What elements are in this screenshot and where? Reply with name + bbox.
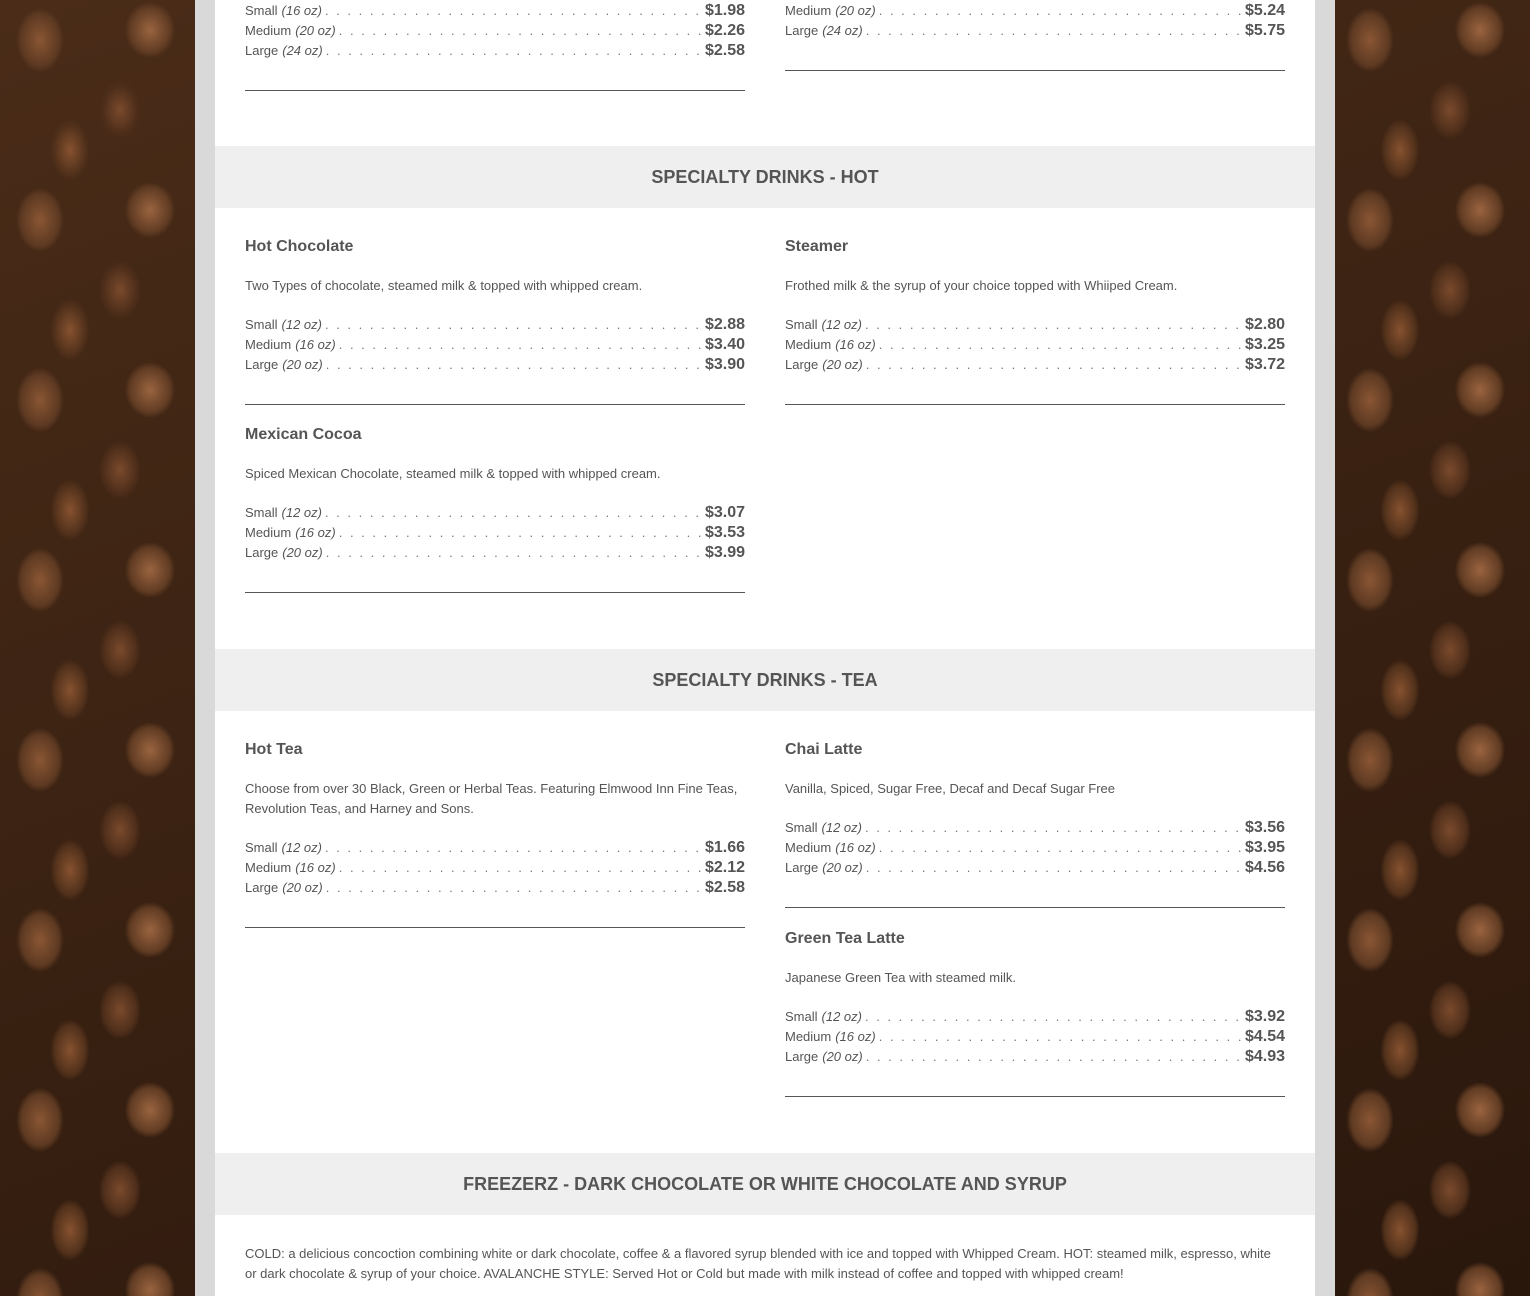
size-ounces: (20 oz) xyxy=(282,880,323,895)
item-name: Mexican Cocoa xyxy=(245,426,362,443)
size-label: Large xyxy=(785,1049,819,1064)
dot-leader xyxy=(326,543,704,563)
dot-leader xyxy=(326,355,704,375)
menu-panel xyxy=(215,0,1315,1296)
menu-item-mexican-cocoa xyxy=(245,425,745,593)
price: $2.26 xyxy=(704,22,745,39)
size-row xyxy=(245,21,745,41)
size-list xyxy=(245,315,745,375)
dot-leader xyxy=(865,315,1244,335)
price: $1.66 xyxy=(704,839,745,856)
size-row xyxy=(245,523,745,543)
item-divider xyxy=(245,592,745,593)
section-description: COLD: a delicious concoction combining white or dark chocolate, coffee & a flavored syrup blended with ice and topped with Whipped Cream. HOT: steamed milk, espresso, white or dark chocolate & syrup of your choice. AVALANCHE STYLE: Served Hot or Cold but made with milk instead of coffee and topped with whipped cream! xyxy=(245,1246,1271,1281)
item-divider xyxy=(245,404,745,405)
dot-leader xyxy=(325,1,704,21)
price: $4.93 xyxy=(1244,1048,1285,1065)
size-row xyxy=(245,543,745,563)
price: $2.58 xyxy=(704,879,745,896)
menu-item-steamer xyxy=(785,237,1285,405)
size-row xyxy=(245,503,745,523)
price: $5.75 xyxy=(1244,22,1285,39)
menu-item-coffee-right xyxy=(785,1,1285,71)
price: $2.88 xyxy=(704,316,745,333)
size-label: Small xyxy=(245,317,278,332)
dot-leader xyxy=(325,838,704,858)
dot-leader xyxy=(879,335,1244,355)
dot-leader xyxy=(865,818,1244,838)
dot-leader xyxy=(866,21,1244,41)
size-label: Small xyxy=(245,3,278,18)
price: $3.72 xyxy=(1244,356,1285,373)
size-label: Large xyxy=(245,357,279,372)
item-name: Hot Tea xyxy=(245,741,303,758)
size-row xyxy=(785,858,1285,878)
size-ounces: (12 oz) xyxy=(281,840,322,855)
price: $4.54 xyxy=(1244,1028,1285,1045)
size-row xyxy=(245,1,745,21)
price: $2.80 xyxy=(1244,316,1285,333)
dot-leader xyxy=(866,1047,1244,1067)
price: $1.98 xyxy=(704,2,745,19)
size-ounces: (16 oz) xyxy=(281,3,322,18)
dot-leader xyxy=(326,878,704,898)
size-ounces: (12 oz) xyxy=(281,317,322,332)
price: $3.25 xyxy=(1244,336,1285,353)
size-label: Large xyxy=(785,23,819,38)
menu-item-green-tea-latte xyxy=(785,929,1285,1097)
size-row xyxy=(785,1047,1285,1067)
size-ounces: (20 oz) xyxy=(295,23,336,38)
size-label: Small xyxy=(785,820,818,835)
dot-leader xyxy=(339,523,704,543)
size-row xyxy=(245,355,745,375)
item-divider xyxy=(785,1096,1285,1097)
price: $3.99 xyxy=(704,544,745,561)
size-row xyxy=(245,315,745,335)
size-row xyxy=(245,838,745,858)
size-ounces: (16 oz) xyxy=(835,1029,876,1044)
size-row xyxy=(245,878,745,898)
size-ounces: (20 oz) xyxy=(282,545,323,560)
size-ounces: (12 oz) xyxy=(821,317,862,332)
dot-leader xyxy=(865,1007,1244,1027)
price: $3.40 xyxy=(704,336,745,353)
item-divider xyxy=(785,70,1285,71)
price: $2.58 xyxy=(704,42,745,59)
size-label: Medium xyxy=(245,860,292,875)
size-row xyxy=(785,818,1285,838)
size-ounces: (24 oz) xyxy=(822,23,863,38)
section-header-freezerz: FREEZERZ - DARK CHOCOLATE OR WHITE CHOCOLATE AND SYRUP xyxy=(215,1153,1315,1215)
size-ounces: (20 oz) xyxy=(822,1049,863,1064)
item-description: Vanilla, Spiced, Sugar Free, Decaf and Decaf Sugar Free xyxy=(785,781,1115,796)
size-label: Large xyxy=(785,860,819,875)
size-row xyxy=(245,335,745,355)
menu-item-hot-tea xyxy=(245,740,745,928)
price: $3.53 xyxy=(704,524,745,541)
size-label: Small xyxy=(245,505,278,520)
size-row xyxy=(785,335,1285,355)
size-list xyxy=(785,1,1285,41)
size-list xyxy=(245,1,745,61)
dot-leader xyxy=(326,41,704,61)
size-ounces: (20 oz) xyxy=(835,3,876,18)
dot-leader xyxy=(879,838,1244,858)
size-row xyxy=(785,21,1285,41)
size-ounces: (16 oz) xyxy=(835,840,876,855)
size-row xyxy=(785,838,1285,858)
item-divider xyxy=(245,90,745,91)
size-ounces: (20 oz) xyxy=(822,357,863,372)
size-label: Medium xyxy=(785,3,832,18)
size-ounces: (12 oz) xyxy=(821,820,862,835)
item-name: Chai Latte xyxy=(785,741,863,758)
item-name: Steamer xyxy=(785,238,849,255)
price: $2.12 xyxy=(704,859,745,876)
dot-leader xyxy=(879,1027,1244,1047)
dot-leader xyxy=(866,355,1244,375)
price: $3.07 xyxy=(704,504,745,521)
size-ounces: (16 oz) xyxy=(835,337,876,352)
item-divider xyxy=(785,404,1285,405)
size-ounces: (20 oz) xyxy=(282,357,323,372)
section-header-tea: SPECIALTY DRINKS - TEA xyxy=(215,649,1315,711)
size-ounces: (20 oz) xyxy=(822,860,863,875)
size-label: Small xyxy=(245,840,278,855)
dot-leader xyxy=(325,503,704,523)
size-list xyxy=(785,1007,1285,1067)
size-ounces: (12 oz) xyxy=(821,1009,862,1024)
size-list xyxy=(785,818,1285,878)
item-description: Spiced Mexican Chocolate, steamed milk & topped with whipped cream. xyxy=(245,466,661,481)
item-description: Two Types of chocolate, steamed milk & topped with whipped cream. xyxy=(245,278,643,293)
size-row xyxy=(245,41,745,61)
price: $5.24 xyxy=(1244,2,1285,19)
dot-leader xyxy=(339,335,704,355)
size-label: Medium xyxy=(245,525,292,540)
size-row xyxy=(785,315,1285,335)
size-label: Small xyxy=(785,1009,818,1024)
size-ounces: (24 oz) xyxy=(282,43,323,58)
size-label: Medium xyxy=(785,840,832,855)
size-list xyxy=(245,503,745,563)
size-label: Medium xyxy=(245,337,292,352)
item-description: Frothed milk & the syrup of your choice topped with Whiiped Cream. xyxy=(785,278,1178,293)
size-label: Large xyxy=(245,545,279,560)
price: $4.56 xyxy=(1244,859,1285,876)
item-divider xyxy=(785,907,1285,908)
size-label: Small xyxy=(785,317,818,332)
dot-leader xyxy=(339,21,704,41)
size-row xyxy=(785,1007,1285,1027)
size-label: Large xyxy=(785,357,819,372)
item-name: Green Tea Latte xyxy=(785,930,905,947)
item-name: Hot Chocolate xyxy=(245,238,354,255)
size-ounces: (16 oz) xyxy=(295,525,336,540)
menu-item-coffee-left xyxy=(245,1,745,91)
price: $3.56 xyxy=(1244,819,1285,836)
item-description: Japanese Green Tea with steamed milk. xyxy=(785,970,1016,985)
size-label: Large xyxy=(245,43,279,58)
dot-leader xyxy=(866,858,1244,878)
size-row xyxy=(785,1027,1285,1047)
dot-leader xyxy=(339,858,704,878)
size-row xyxy=(785,355,1285,375)
size-label: Medium xyxy=(785,1029,832,1044)
size-ounces: (16 oz) xyxy=(295,337,336,352)
size-label: Medium xyxy=(245,23,292,38)
menu-item-chai-latte xyxy=(785,740,1285,908)
price: $3.92 xyxy=(1244,1008,1285,1025)
dot-leader xyxy=(325,315,704,335)
size-ounces: (16 oz) xyxy=(295,860,336,875)
item-description: Choose from over 30 Black, Green or Herbal Teas. Featuring Elmwood Inn Fine Teas, Revolution Teas, and Harney and Sons. xyxy=(245,781,738,816)
size-label: Medium xyxy=(785,337,832,352)
size-label: Large xyxy=(245,880,279,895)
dot-leader xyxy=(879,1,1244,21)
size-row xyxy=(245,858,745,878)
size-ounces: (12 oz) xyxy=(281,505,322,520)
size-list xyxy=(785,315,1285,375)
size-list xyxy=(245,838,745,898)
menu-item-hot-chocolate xyxy=(245,237,745,405)
section-header-hot: SPECIALTY DRINKS - HOT xyxy=(215,146,1315,208)
price: $3.90 xyxy=(704,356,745,373)
item-divider xyxy=(245,927,745,928)
price: $3.95 xyxy=(1244,839,1285,856)
size-row xyxy=(785,1,1285,21)
